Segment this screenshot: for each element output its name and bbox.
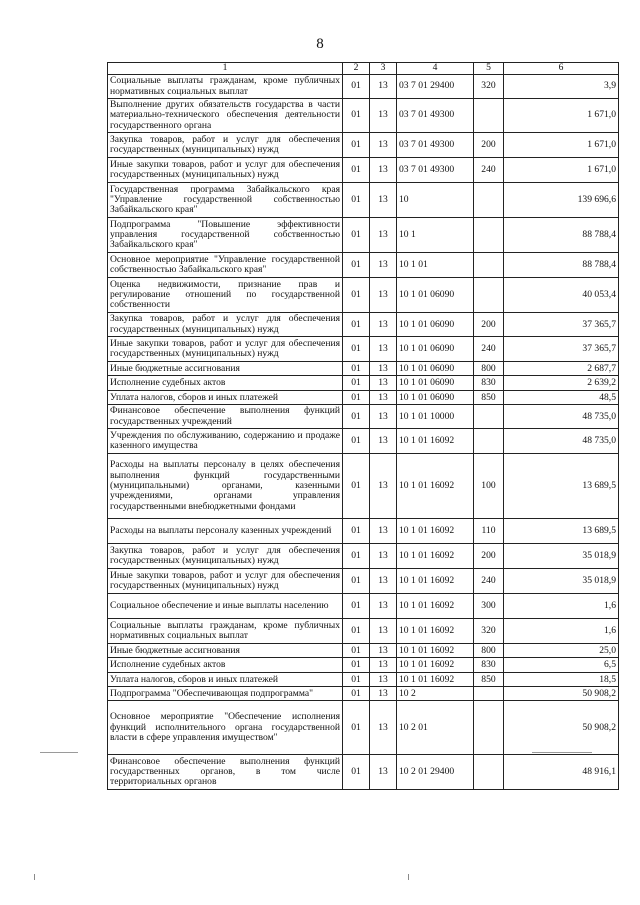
amount-cell: 88 788,4 [504, 218, 619, 253]
target-article-cell: 10 1 01 06090 [397, 362, 474, 376]
section-code-cell: 01 [343, 253, 370, 278]
subsection-code-cell: 13 [370, 362, 397, 376]
section-code-cell: 01 [343, 687, 370, 701]
section-code-cell: 01 [343, 218, 370, 253]
expense-type-cell: 200 [474, 133, 504, 158]
row-name-cell: Социальные выплаты гражданам, кроме публичных нормативных социальных выплат [108, 619, 343, 644]
table-row [108, 658, 619, 673]
subsection-code-cell: 13 [370, 544, 397, 569]
target-article-cell: 03 7 01 49300 [397, 133, 474, 158]
expense-type-cell [474, 405, 504, 429]
subsection-code-cell: 13 [370, 376, 397, 391]
expense-type-cell: 850 [474, 673, 504, 687]
row-name-cell: Расходы на выплаты персоналу в целях обеспечения выполнения функций государственными (муниципальными) органами, казенными учреждениями, органами управления государственными внебюджетными фондами [108, 454, 343, 519]
section-code-cell: 01 [343, 362, 370, 376]
target-article-cell: 03 7 01 49300 [397, 158, 474, 183]
table-row [108, 376, 619, 391]
amount-cell: 37 365,7 [504, 337, 619, 362]
subsection-code-cell: 13 [370, 594, 397, 619]
section-code-cell: 01 [343, 644, 370, 658]
expense-type-cell: 110 [474, 519, 504, 544]
target-article-cell: 10 1 01 [397, 253, 474, 278]
subsection-code-cell: 13 [370, 133, 397, 158]
section-code-cell: 01 [343, 701, 370, 755]
amount-cell: 139 696,6 [504, 183, 619, 218]
target-article-cell: 10 1 01 10000 [397, 405, 474, 429]
table-row [108, 133, 619, 158]
amount-cell: 18,5 [504, 673, 619, 687]
row-name-cell: Иные бюджетные ассигнования [108, 644, 343, 658]
expense-type-cell: 240 [474, 158, 504, 183]
subsection-code-cell: 13 [370, 158, 397, 183]
section-code-cell: 01 [343, 75, 370, 99]
table-row [108, 519, 619, 544]
table-row [108, 687, 619, 701]
subsection-code-cell: 13 [370, 644, 397, 658]
row-name-cell: Иные закупки товаров, работ и услуг для обеспечения государственных (муниципальных) нужд [108, 569, 343, 594]
expense-type-cell: 200 [474, 313, 504, 337]
table-row [108, 218, 619, 253]
target-article-cell: 10 2 01 [397, 701, 474, 755]
row-name-cell: Иные закупки товаров, работ и услуг для обеспечения государственных (муниципальных) нужд [108, 337, 343, 362]
section-code-cell: 01 [343, 658, 370, 673]
table-row [108, 362, 619, 376]
subsection-code-cell: 13 [370, 218, 397, 253]
row-name-cell: Основное мероприятие "Управление государственной собственностью Забайкальского края" [108, 253, 343, 278]
amount-cell: 50 908,2 [504, 687, 619, 701]
amount-cell: 48,5 [504, 391, 619, 405]
section-code-cell: 01 [343, 673, 370, 687]
row-name-cell: Уплата налогов, сборов и иных платежей [108, 391, 343, 405]
target-article-cell: 10 1 01 16092 [397, 544, 474, 569]
row-name-cell: Подпрограмма "Повышение эффективности управления государственной собственностью Забайкальского края" [108, 218, 343, 253]
amount-cell: 40 053,4 [504, 278, 619, 313]
target-article-cell: 10 1 01 06090 [397, 278, 474, 313]
column-header: 6 [504, 63, 619, 75]
section-code-cell: 01 [343, 619, 370, 644]
subsection-code-cell: 13 [370, 183, 397, 218]
target-article-cell: 10 1 01 16092 [397, 658, 474, 673]
section-code-cell: 01 [343, 183, 370, 218]
section-code-cell: 01 [343, 454, 370, 519]
row-name-cell: Расходы на выплаты персоналу казенных учреждений [108, 519, 343, 544]
row-name-cell: Выполнение других обязательств государства в части материально-технического обеспечения деятельности государственного органа [108, 99, 343, 133]
subsection-code-cell: 13 [370, 313, 397, 337]
section-code-cell: 01 [343, 569, 370, 594]
subsection-code-cell: 13 [370, 278, 397, 313]
subsection-code-cell: 13 [370, 405, 397, 429]
row-name-cell: Закупка товаров, работ и услуг для обеспечения государственных (муниципальных) нужд [108, 133, 343, 158]
target-article-cell: 10 1 01 06090 [397, 391, 474, 405]
table-row [108, 183, 619, 218]
target-article-cell: 10 1 [397, 218, 474, 253]
target-article-cell: 03 7 01 49300 [397, 99, 474, 133]
subsection-code-cell: 13 [370, 755, 397, 790]
page-number: 8 [316, 36, 324, 52]
amount-cell: 2 639,2 [504, 376, 619, 391]
expense-type-cell: 300 [474, 594, 504, 619]
amount-cell: 13 689,5 [504, 454, 619, 519]
subsection-code-cell: 13 [370, 253, 397, 278]
target-article-cell: 03 7 01 29400 [397, 75, 474, 99]
section-code-cell: 01 [343, 99, 370, 133]
section-code-cell: 01 [343, 337, 370, 362]
expense-type-cell [474, 99, 504, 133]
table-row [108, 429, 619, 454]
column-header: 5 [474, 63, 504, 75]
subsection-code-cell: 13 [370, 99, 397, 133]
expense-type-cell [474, 183, 504, 218]
table-row [108, 158, 619, 183]
row-name-cell: Исполнение судебных актов [108, 658, 343, 673]
row-name-cell: Основное мероприятие "Обеспечение исполнения функций исполнительного органа государственной власти в сфере управления имуществом" [108, 701, 343, 755]
subsection-code-cell: 13 [370, 429, 397, 454]
expense-type-cell: 850 [474, 391, 504, 405]
amount-cell: 1 671,0 [504, 158, 619, 183]
table-row [108, 253, 619, 278]
amount-cell: 6,5 [504, 658, 619, 673]
table-row [108, 337, 619, 362]
amount-cell: 25,0 [504, 644, 619, 658]
subsection-code-cell: 13 [370, 701, 397, 755]
table-row [108, 99, 619, 133]
table-row [108, 313, 619, 337]
column-header: 3 [370, 63, 397, 75]
row-name-cell: Иные закупки товаров, работ и услуг для обеспечения государственных (муниципальных) нужд [108, 158, 343, 183]
column-header: 2 [343, 63, 370, 75]
expense-type-cell [474, 429, 504, 454]
expense-type-cell: 200 [474, 544, 504, 569]
target-article-cell: 10 1 01 16092 [397, 619, 474, 644]
table-row [108, 75, 619, 99]
expense-type-cell [474, 755, 504, 790]
target-article-cell: 10 [397, 183, 474, 218]
amount-cell: 1,6 [504, 594, 619, 619]
target-article-cell: 10 1 01 16092 [397, 594, 474, 619]
amount-cell: 13 689,5 [504, 519, 619, 544]
subsection-code-cell: 13 [370, 569, 397, 594]
subsection-code-cell: 13 [370, 391, 397, 405]
subsection-code-cell: 13 [370, 658, 397, 673]
section-code-cell: 01 [343, 544, 370, 569]
target-article-cell: 10 1 01 16092 [397, 673, 474, 687]
subsection-code-cell: 13 [370, 75, 397, 99]
amount-cell: 48 735,0 [504, 405, 619, 429]
amount-cell: 88 788,4 [504, 253, 619, 278]
expense-type-cell: 320 [474, 75, 504, 99]
section-code-cell: 01 [343, 158, 370, 183]
table-row [108, 454, 619, 519]
section-code-cell: 01 [343, 755, 370, 790]
subsection-code-cell: 13 [370, 337, 397, 362]
section-code-cell: 01 [343, 376, 370, 391]
row-name-cell: Подпрограмма "Обеспечивающая подпрограмма" [108, 687, 343, 701]
expense-type-cell [474, 278, 504, 313]
target-article-cell: 10 1 01 16092 [397, 429, 474, 454]
target-article-cell: 10 1 01 06090 [397, 313, 474, 337]
amount-cell: 48 916,1 [504, 755, 619, 790]
section-code-cell: 01 [343, 391, 370, 405]
expense-type-cell: 320 [474, 619, 504, 644]
section-code-cell: 01 [343, 313, 370, 337]
scan-artifact-dot [408, 874, 409, 880]
subsection-code-cell: 13 [370, 454, 397, 519]
table-row [108, 755, 619, 790]
expense-type-cell: 830 [474, 376, 504, 391]
amount-cell: 1 671,0 [504, 133, 619, 158]
table-row [108, 594, 619, 619]
table-row [108, 405, 619, 429]
scan-artifact-dot [34, 874, 35, 880]
amount-cell: 2 687,7 [504, 362, 619, 376]
row-name-cell: Финансовое обеспечение выполнения функций государственных органов, в том числе территориальных органов [108, 755, 343, 790]
table-row [108, 569, 619, 594]
row-name-cell: Уплата налогов, сборов и иных платежей [108, 673, 343, 687]
section-code-cell: 01 [343, 519, 370, 544]
row-name-cell: Иные бюджетные ассигнования [108, 362, 343, 376]
row-name-cell: Социальные выплаты гражданам, кроме публичных нормативных социальных выплат [108, 75, 343, 99]
row-name-cell: Финансовое обеспечение выполнения функций государственных учреждений [108, 405, 343, 429]
expense-type-cell: 800 [474, 362, 504, 376]
row-name-cell: Исполнение судебных актов [108, 376, 343, 391]
expense-type-cell [474, 701, 504, 755]
row-name-cell: Учреждения по обслуживанию, содержанию и продаже казенного имущества [108, 429, 343, 454]
amount-cell: 48 735,0 [504, 429, 619, 454]
section-code-cell: 01 [343, 405, 370, 429]
target-article-cell: 10 1 01 16092 [397, 519, 474, 544]
subsection-code-cell: 13 [370, 687, 397, 701]
table-row [108, 701, 619, 755]
amount-cell: 1 671,0 [504, 99, 619, 133]
expense-type-cell [474, 218, 504, 253]
table-row [108, 673, 619, 687]
target-article-cell: 10 1 01 16092 [397, 454, 474, 519]
target-article-cell: 10 1 01 16092 [397, 569, 474, 594]
table-row [108, 391, 619, 405]
section-code-cell: 01 [343, 278, 370, 313]
target-article-cell: 10 1 01 06090 [397, 376, 474, 391]
expense-type-cell: 240 [474, 337, 504, 362]
target-article-cell: 10 1 01 06090 [397, 337, 474, 362]
table-row [108, 644, 619, 658]
expense-type-cell: 830 [474, 658, 504, 673]
scan-artifact-line [40, 752, 78, 753]
target-article-cell: 10 1 01 16092 [397, 644, 474, 658]
section-code-cell: 01 [343, 594, 370, 619]
row-name-cell: Закупка товаров, работ и услуг для обеспечения государственных (муниципальных) нужд [108, 313, 343, 337]
column-header: 1 [108, 63, 343, 75]
table-row [108, 619, 619, 644]
amount-cell: 1,6 [504, 619, 619, 644]
amount-cell: 35 018,9 [504, 569, 619, 594]
row-name-cell: Закупка товаров, работ и услуг для обеспечения государственных (муниципальных) нужд [108, 544, 343, 569]
subsection-code-cell: 13 [370, 673, 397, 687]
target-article-cell: 10 2 [397, 687, 474, 701]
budget-table [107, 62, 619, 790]
expense-type-cell: 100 [474, 454, 504, 519]
row-name-cell: Оценка недвижимости, признание прав и регулирование отношений по государственной собственности [108, 278, 343, 313]
table-header-row [108, 63, 619, 75]
subsection-code-cell: 13 [370, 519, 397, 544]
expense-type-cell [474, 687, 504, 701]
expense-type-cell: 240 [474, 569, 504, 594]
table-row [108, 544, 619, 569]
amount-cell: 37 365,7 [504, 313, 619, 337]
expense-type-cell: 800 [474, 644, 504, 658]
subsection-code-cell: 13 [370, 619, 397, 644]
amount-cell: 3,9 [504, 75, 619, 99]
row-name-cell: Социальное обеспечение и иные выплаты населению [108, 594, 343, 619]
amount-cell: 35 018,9 [504, 544, 619, 569]
scan-artifact-line [532, 752, 592, 753]
expense-type-cell [474, 253, 504, 278]
section-code-cell: 01 [343, 133, 370, 158]
section-code-cell: 01 [343, 429, 370, 454]
amount-cell: 50 908,2 [504, 701, 619, 755]
row-name-cell: Государственная программа Забайкальского края "Управление государственной собственностью Забайкальского края" [108, 183, 343, 218]
target-article-cell: 10 2 01 29400 [397, 755, 474, 790]
column-header: 4 [397, 63, 474, 75]
table-row [108, 278, 619, 313]
